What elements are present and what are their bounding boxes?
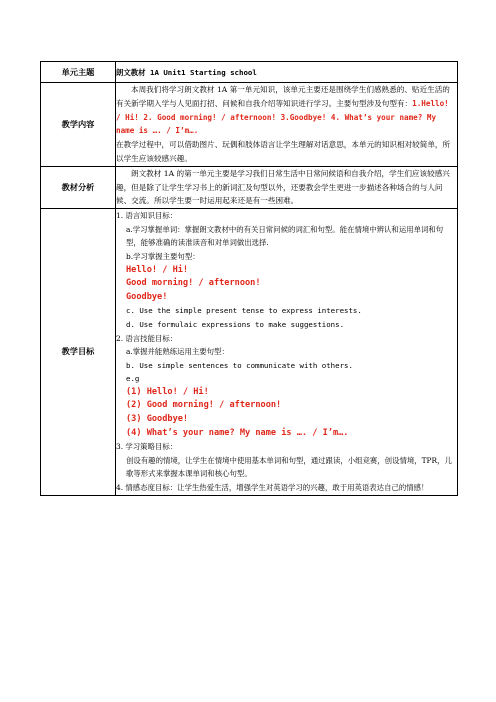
goal-1c: c. Use the simple present tense to express interests. <box>126 306 362 316</box>
goal-1b: b.学习掌握主要句型： <box>126 251 200 261</box>
unit-row <box>41 62 458 83</box>
sentence-2: Good morning! / afternoon! <box>126 278 261 289</box>
goal-3-heading: 3. 学习策略目标： <box>116 442 178 452</box>
analysis-cell <box>116 166 458 208</box>
goal-3a: 创设有趣的情境，让学生在情境中使用基本单词和句型，通过跟读，小组竞赛，创设情境，TPR，儿歌等形式来掌握本课单词和核心句型。 <box>126 455 452 479</box>
unit-title: 朗文教材 1A Unit1 Starting school <box>116 62 458 83</box>
content-intro: 本周我们将学习朗文教材 1A 第一单元知识，该单元主要还是围绕学生们感熟悉的、贴近生活的有关新学期入学与人见面打招、问候和自我介绍等知识进行学习。主要句型涉及句型有： <box>116 85 450 108</box>
goal-2-heading: 2. 语言技能目标： <box>116 333 178 343</box>
goals-label: 教学目标 <box>41 209 116 495</box>
goal-2a: a.掌握并能熟练运用主要句型： <box>126 347 229 357</box>
content-paragraph <box>116 83 457 138</box>
goal-1d: d. Use formulaic expressions to make suggestions. <box>126 319 345 329</box>
example-2: (2) Good morning! / afternoon! <box>126 400 282 411</box>
unit-label: 单元主题 <box>41 62 116 83</box>
goal-2b: b. Use simple sentences to communicate with others. <box>126 360 353 370</box>
goals-cell <box>116 209 458 495</box>
analysis-label: 教材分析 <box>41 166 116 208</box>
content-row <box>41 83 458 167</box>
goals-row <box>41 209 458 495</box>
example-3: (3) Goodbye! <box>126 414 189 425</box>
analysis-paragraph: 朗文教材 1A 的第一单元主要是学习我们日常生活中日常问候语和自我介绍，学生们应该较感兴趣，但是除了让学生学习书上的新词汇及句型以外，还要教会学生更进一步描述各种场合的与人问候、交流。所以学生要一时运用起来还是有一些困难。 <box>116 168 450 206</box>
goal-1-heading: 1. 语言知识目标： <box>116 211 178 221</box>
lesson-plan-table <box>40 61 458 496</box>
example-4: (4) What’s your name? My name is …. / I’m…. <box>126 427 349 438</box>
content-label: 教学内容 <box>41 83 116 167</box>
eg-label: e.g <box>126 374 140 384</box>
sentence-1: Hello! / Hi! <box>126 264 189 275</box>
content-cell <box>116 83 458 167</box>
sentence-3: Goodbye! <box>126 291 168 302</box>
example-1: (1) Hello! / Hi! <box>126 386 209 397</box>
analysis-row <box>41 166 458 208</box>
goal-1a: a.学习掌握单词：掌握朗文教材中的有关日常问候的词汇和句型。能在情境中辨认和运用单词和句型，能够准确的读准读音和对单词做出选择. <box>126 224 444 248</box>
content-key-sentences: 1.Hello! / Hi! 2. Good morning! / afternoon! 3.Goodbye! 4. What’s your name? My name is …. / I’m…. <box>116 98 449 136</box>
content-paragraph-2: 在教学过程中，可以借助图片、玩偶和肢体语言让学生理解对话意思，本单元的知识相对较简单，所以学生应该较感兴趣。 <box>116 140 451 163</box>
goal-4: 4. 情感态度目标：让学生热爱生活，增强学生对英语学习的兴趣，敢于用英语表达自己的情感！ <box>116 483 429 493</box>
